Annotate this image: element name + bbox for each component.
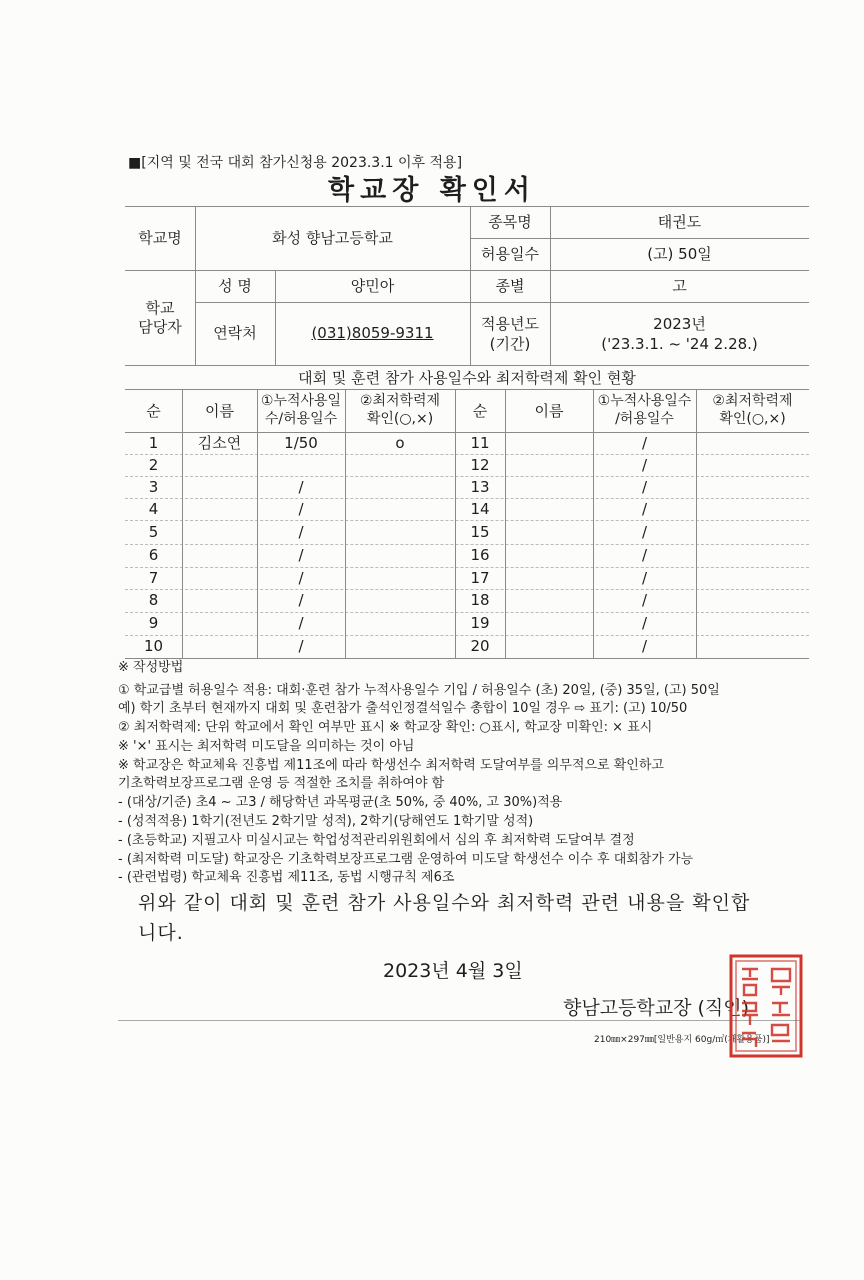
row-no: 2 — [148, 456, 159, 474]
row-days-right: / — [641, 456, 648, 474]
row-no: 4 — [148, 500, 159, 518]
row-no-right: 20 — [470, 637, 490, 655]
teacher-name-value: 양민아 — [350, 277, 395, 295]
note-line: ① 학교급별 허용일수 적용: 대회·훈련 참가 누적사용일수 기입 / 허용일수 (초) 20일, (중) 35일, (고) 50일 — [118, 683, 720, 698]
teacher-label-line2: 담당자 — [138, 318, 182, 336]
row-days: / — [298, 569, 304, 587]
row-no: 7 — [148, 569, 159, 587]
row-days: / — [298, 523, 304, 541]
note-line: - (대상/기준) 초4 ~ 고3 / 해당학년 과목평균(초 50%, 중 40%, 고 30%)적용 — [118, 795, 563, 810]
school-name-value: 화성 향남고등학교 — [272, 229, 393, 247]
row-days-right: / — [641, 591, 648, 609]
document-title: 학교장 확인서 — [328, 175, 536, 206]
col-header-days-line2: 수/허용일수 — [264, 411, 338, 427]
row-no: 1 — [148, 434, 159, 452]
col-header-no-right: 순 — [472, 402, 488, 420]
period-value: ('23.3.1. ~ '24 2.28.) — [601, 335, 758, 353]
sport-label: 종목명 — [488, 213, 532, 231]
form-usage-note: ■[지역 및 전국 대회 참가신청용 2023.3.1 이후 적용] — [128, 155, 463, 171]
year-value: 2023년 — [653, 315, 706, 333]
contact-label: 연락처 — [213, 324, 257, 342]
official-seal-icon — [728, 953, 804, 1059]
note-line: ※ '×' 표시는 최저학력 미도달을 의미하는 것이 아님 — [118, 739, 415, 754]
row-days-right: / — [641, 434, 648, 452]
col-header-days-right: ①누적사용일수 — [597, 393, 692, 409]
row-days: / — [298, 500, 304, 518]
principal-signature: 향남고등학교장 (직인) — [563, 997, 750, 1019]
row-no: 3 — [148, 478, 159, 496]
note-line: ② 최저학력제: 단위 학교에서 확인 여부만 표시 ※ 학교장 확인: ○표시, 학교장 미확인: × 표시 — [118, 720, 653, 735]
note-line: ※ 작성방법 — [118, 660, 184, 675]
row-days-right: / — [641, 478, 648, 496]
row-no-right: 12 — [470, 456, 490, 474]
confirmation-statement — [138, 888, 750, 948]
row-no-right: 13 — [470, 478, 490, 496]
row-days-right: / — [641, 569, 648, 587]
row-days-right: / — [641, 614, 648, 632]
year-label: 적용년도 — [481, 315, 539, 333]
col-header-min: ②최저학력제 — [359, 393, 441, 409]
note-line: - (성적적용) 1학기(전년도 2학기말 성적), 2학기(당해연도 1학기말 성적) — [118, 814, 534, 829]
row-days-right: / — [641, 637, 648, 655]
row-no-right: 11 — [470, 434, 490, 452]
note-line: - (초등학교) 지필고사 미실시교는 학업성적관리위원회에서 심의 후 최저학력 도달여부 결정 — [118, 833, 635, 848]
col-header-min-right-line2: 확인(○,×) — [719, 411, 786, 427]
school-name-label: 학교명 — [138, 229, 182, 247]
col-header-days: ①누적사용일 — [260, 393, 342, 409]
row-name: 김소연 — [197, 434, 242, 452]
row-days-right: / — [641, 500, 648, 518]
year-label-line2: (기간) — [489, 335, 531, 353]
confirmation-line: 위와 같이 대회 및 훈련 참가 사용일수와 최저학력 관련 내용을 확인합 — [138, 892, 751, 914]
allowed-days-label: 허용일수 — [481, 245, 539, 263]
category-label: 종별 — [495, 277, 525, 295]
row-days: / — [298, 478, 304, 496]
paper-spec: 210㎜×297㎜[일반용지 60g/㎡(재활용품)] — [594, 1035, 770, 1045]
col-header-name: 이름 — [205, 402, 234, 420]
col-header-min-line2: 확인(○,×) — [366, 411, 434, 427]
note-line: 예) 학기 초부터 현재까지 대회 및 훈련참가 출석인정결석일수 총합이 10일 경우 ⇨ 표기: (고) 10/50 — [118, 701, 688, 716]
row-days: 1/50 — [284, 434, 318, 452]
row-days: / — [298, 591, 304, 609]
allowed-days-value: (고) 50일 — [647, 245, 712, 263]
note-line: ※ 학교장은 학교체육 진흥법 제11조에 따라 학생선수 최저학력 도달여부를 의무적으로 확인하고 — [118, 758, 664, 773]
row-days-right: / — [641, 546, 648, 564]
row-no-right: 18 — [470, 591, 490, 609]
row-days: / — [298, 614, 304, 632]
confirmation-line: 니다. — [138, 922, 184, 944]
row-min-check: o — [395, 434, 405, 452]
row-no-right: 15 — [470, 523, 490, 541]
row-no-right: 17 — [470, 569, 490, 587]
teacher-name-label: 성 명 — [218, 277, 252, 295]
row-no: 5 — [148, 523, 159, 541]
teacher-label: 학교 — [145, 299, 175, 317]
note-line: - (최저학력 미도달) 학교장은 기초학력보장프로그램 운영하여 미도달 학생선수 이수 후 대회참가 가능 — [118, 852, 694, 867]
contact-value: (031)8059-9311 — [311, 324, 434, 342]
row-no: 8 — [148, 591, 159, 609]
row-days: / — [298, 546, 304, 564]
note-line: - (관련법령) 학교체육 진흥법 제11조, 동법 시행규칙 제6조 — [118, 870, 455, 885]
row-no-right: 16 — [470, 546, 490, 564]
category-value: 고 — [672, 277, 687, 295]
row-no: 9 — [148, 614, 159, 632]
note-line: 기초학력보장프로그램 운영 등 적절한 조치를 취하여야 함 — [118, 776, 445, 791]
col-header-name-right: 이름 — [534, 402, 564, 420]
row-no-right: 19 — [470, 614, 490, 632]
sport-value: 태권도 — [657, 213, 702, 231]
row-no: 10 — [143, 637, 164, 655]
row-days: / — [298, 637, 304, 655]
col-header-min-right: ②최저학력제 — [712, 393, 793, 409]
row-days-right: / — [641, 523, 648, 541]
issue-date: 2023년 4월 3일 — [383, 960, 523, 982]
col-header-no: 순 — [146, 402, 161, 420]
status-table-title: 대회 및 훈련 참가 사용일수와 최저학력제 확인 현황 — [298, 369, 636, 387]
row-no-right: 14 — [470, 500, 490, 518]
row-no: 6 — [148, 546, 159, 564]
col-header-days-right-line2: /허용일수 — [615, 411, 674, 427]
